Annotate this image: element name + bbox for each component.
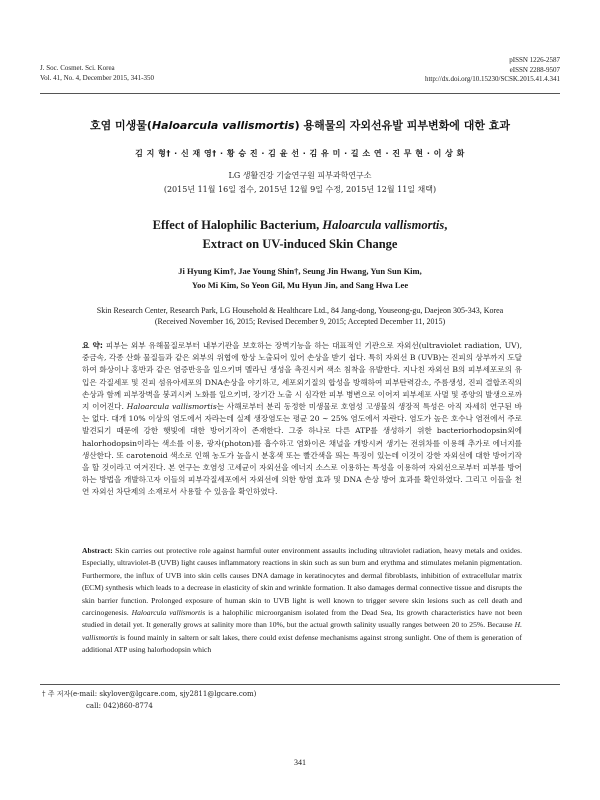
english-title-line2: Extract on UV-induced Skin Change	[202, 237, 398, 251]
korean-abstract-label: 요 약:	[82, 341, 103, 350]
english-abstract-species-short: H. vallismortis	[82, 620, 522, 642]
footnote-rule	[40, 684, 560, 685]
korean-title-part1: 호염 미생물(	[89, 119, 152, 132]
english-title	[40, 216, 560, 254]
korean-abstract-species: Haloarcula vallismortis	[126, 402, 217, 412]
footnote-corresponding-author: † 주 저자(e-mail: skylover@lgcare.com, sjy2811@lgcare.com)	[42, 690, 257, 698]
doi-link[interactable]: http://dx.doi.org/10.15230/SCSK.2015.41.4.341	[424, 75, 560, 83]
header-rule	[40, 93, 560, 94]
english-abstract-label: Abstract:	[82, 546, 113, 555]
english-abstract-text-2: is a halophilic microorganism isolated from the Dead Sea, Its growth characteristics have not been studied in detail yet. It generally grows at salinity more than 10%, but the actual growth salinity usually ranges between 20 to 25%. Because	[82, 608, 522, 630]
english-abstract-text-1: Skin carries out protective role against harmful outer environment assaults including ultraviolet radiation, heavy metals and oxides. Especially, ultraviolet-B (UVB) light causes inflammatory reactions in skin such as sun burn and erythma and stimulates melanin pigmentation. Furthermore, the influx of UVB into skin cells causes DNA damage in keratinocytes and dermal fibroblasts, inhibition of extracellular matrix (ECM) synthesis which leads to a decrease in elasticity of skin and wrinkle formation. It also damages dermal connective tissue and disrupts the skin barrier function. Prolonged exposure of human skin to UVB light is well known to trigger severe skin lesions such as cell death and carcinogenesis.	[82, 546, 522, 618]
footnote-phone: call: 042)860-8774	[86, 701, 153, 710]
english-authors	[60, 264, 540, 292]
english-authors-line2: Yoo Mi Kim, So Yeon Gil, Mu Hyun Jin, and Sang Hwa Lee	[191, 280, 409, 290]
english-abstract-text-3: is found mainly in saltern or salt lakes, there could exist defense mechanisms against strong sunlight. One of them is generation of additional ATP using halorhodopsin which	[82, 632, 522, 655]
english-received-dates: (Received November 16, 2015; Revised December 9, 2015; Accepted December 11, 2015)	[154, 317, 446, 326]
english-title-comma: ,	[444, 218, 448, 232]
korean-title	[20, 117, 580, 133]
english-affiliation: Skin Research Center, Research Park, LG Household & Healthcare Ltd., 84 Jang-dong, Youseong-gu, Daejeon 305-343, Korea	[96, 306, 504, 315]
footnote	[42, 689, 256, 712]
korean-received-dates: (2015년 11월 16일 접수, 2015년 12월 9일 수정, 2015년 12월 11일 채택)	[163, 185, 437, 194]
korean-title-part2: ) 용해물의 자외선유발 피부변화에 대한 효과	[294, 119, 511, 132]
english-authors-line1: Ji Hyung Kim†, Jae Young Shin†, Seung Jin Hwang, Yun Sun Kim,	[178, 266, 422, 276]
korean-abstract	[82, 340, 522, 499]
korean-abstract-text-1: 피부는 외부 유해물질로부터 내부기관을 보호하는 장벽기능을 하는 대표적인 기관으로 자외선(ultraviolet radiation, UV), 중금속, 각종 산화 물질들과 같은 외부의 위협에 항상 노출되어 있어 손상을 받기 쉽다. 특히 자외선 B (UVB)는 진피의 상부까지 도달하여 화상이나 홍반과 같은 염증반응을 일으키며 멜라닌 생성을 촉진시켜 색소 침착을 유발한다. 지나친 자외선 B의 피부세포로의 유입은 각질세포 및 진피 섬유아세포의 DNA손상을 야기하고, 세포외기질의 합성을 방해하여 피부탄력감소, 주름생성, 진피 결합조직의 손상과 함께 피부장벽을 붕괴시켜 노화를 일으키며, 장기간 노출 시 심각한 피부 병변으로 이어져 피부세포 사멸 및 종양의 발생으로까지 이어진다.	[82, 341, 522, 412]
korean-abstract-text-2: 는 사해로부터 분리 동정한 미생물로 호염성 고생물의 생장적 특성은 아직 자세히 연구된 바는 없다. 대개 10% 이상의 염도에서 자라는데 실제 생장염도는 평균 20 ∼ 25% 염도에서 자란다. 염도가 높은 호수나 염전에서 주로 발견되기 때문에 강한 햇빛에 대한 방어기작이 존재한다. 그중 하나로 다른 ATP를 생성하기 위한 bacteriorhodopsin외에 halorhodopsin이라는 색소를 이용, 광자(photon)를 흡수하고 염화이온 채널을 개방시켜 생기는 전위차를 이용해 추가로 에너지를 생산한다. 또 carotenoid 색소로 인해 농도가 높을시 분홍색 또는 빨간색을 띄는 특징이 있는데 이것이 강한 자외선에 대한 방어기작을 할 것이라고 여겨진다. 본 연구는 호염성 고세균이 자외선을 에너지 소스로 이용하는 특성을 이용하여 자외선으로부터 피부를 방어하는 방법을 개발하고자 이들의 피부각질세포에서 자외선에 의한 항염 효과 및 DNA 손상 방어 효과를 확인하였다. 그리고 이들을 천연 자외선 차단제의 소재로서 사용할 수 있음을 확인하였다.	[82, 402, 522, 497]
korean-title-species: Haloarcula vallismortis	[151, 119, 295, 132]
page-number: 341	[294, 758, 306, 767]
volume-line: Vol. 41, No. 4, December 2015, 341-350	[40, 73, 154, 82]
english-title-line1-text: Effect of Halophilic Bacterium,	[152, 218, 323, 232]
korean-affiliation: LG 생활건강 기술연구원 피부과학연구소	[228, 171, 372, 180]
korean-authors: 김 지 형† · 신 재 영† · 황 승 진 · 김 윤 선 · 김 유 미 · 길 소 연 · 진 무 현 · 이 상 화	[135, 149, 465, 158]
english-title-line1	[40, 216, 560, 235]
english-title-species: Haloarcula vallismortis	[322, 218, 445, 232]
journal-header-left	[40, 64, 154, 83]
eissn: eISSN 2288-9507	[509, 65, 560, 74]
journal-header-right	[425, 56, 560, 85]
english-abstract-species: Haloarcula vallismortis	[131, 608, 206, 618]
journal-name: J. Soc. Cosmet. Sci. Korea	[40, 64, 115, 72]
english-abstract	[82, 545, 522, 657]
pissn: pISSN 1226-2587	[509, 56, 560, 64]
